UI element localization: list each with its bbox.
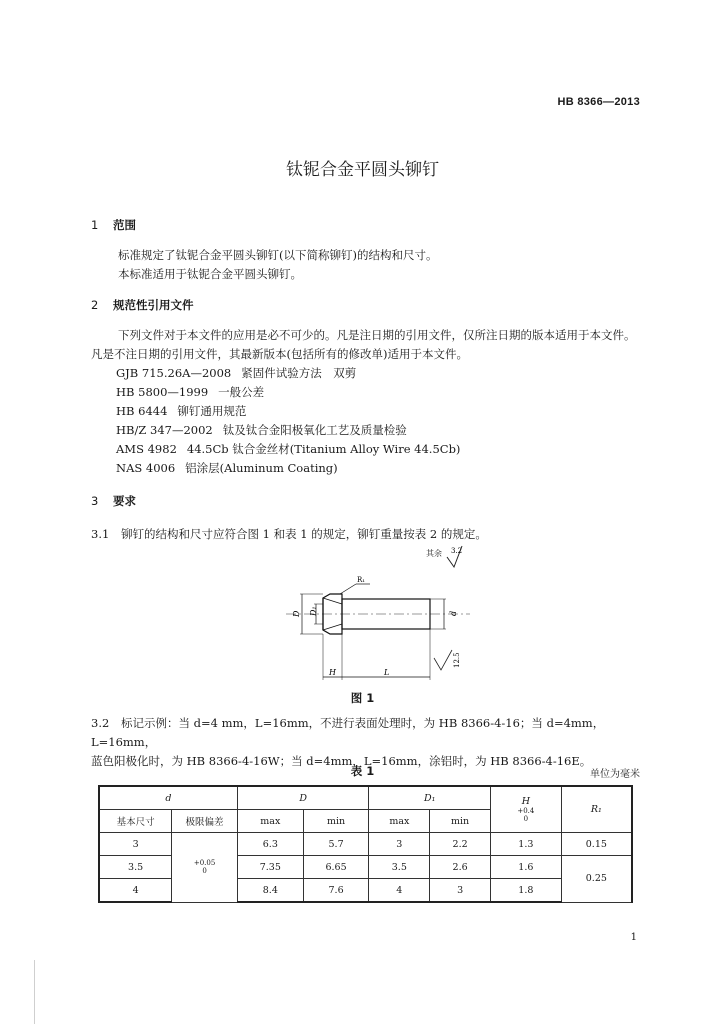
- dimensions-table: [98, 785, 633, 903]
- cell-H: 1.8: [490, 879, 561, 903]
- cell-D1-max: 3.5: [369, 856, 430, 879]
- figure-caption: 图 1: [350, 691, 375, 705]
- clause-3-1: [91, 525, 637, 544]
- cell-D-max: 6.3: [237, 833, 303, 856]
- section-2-intro: [91, 326, 637, 364]
- standard-number: HB 8366—2013: [557, 96, 640, 108]
- rivet-shank: [342, 599, 430, 629]
- section-1-paragraph-1: 标准规定了钛铌合金平圆头铆钉(以下简称铆钉)的结构和尺寸。: [118, 248, 438, 262]
- section-1-paragraph-2: 本标准适用于钛铌合金平圆头铆钉。: [118, 267, 302, 281]
- subheader-D1-min: min: [430, 810, 491, 833]
- subheader-D-max: max: [237, 810, 303, 833]
- reference-code: AMS 4982: [116, 442, 177, 456]
- roughness-note: [426, 548, 442, 559]
- roughness-symbol: [447, 546, 462, 567]
- header-H-tolerance: [517, 807, 534, 823]
- section-1-heading: [91, 217, 136, 233]
- cell-H: 1.6: [490, 856, 561, 879]
- subheader-D1-max: max: [369, 810, 430, 833]
- cell-d: 3.5: [99, 856, 172, 879]
- header-D: D: [237, 786, 369, 810]
- cell-R1: 0.15: [561, 833, 632, 856]
- reference-title: 一般公差: [218, 385, 265, 399]
- cell-D1-min: 3: [430, 879, 491, 903]
- section-3-heading: [91, 493, 136, 509]
- section-2-intro-text: 下列文件对于本文件的应用是必不可少的。凡是注日期的引用文件，仅所注日期的版本适用于本文件。凡是不注日期的引用文件，其最新版本(包括所有的修改单)适用于本文件。: [91, 328, 636, 361]
- reference-item: [116, 459, 460, 478]
- section-3-number: 3: [91, 494, 99, 508]
- clause-3-2-text-1: 标记示例：当 d=4 mm，L=16mm，不进行表面处理时，为 HB 8366-4-16；当 d=4mm，L=16mm，: [91, 716, 605, 749]
- header-H: [490, 786, 561, 833]
- roughness-value: 3.2: [451, 547, 463, 555]
- cell-D-max: 8.4: [237, 879, 303, 903]
- roughness-label: 其余: [426, 549, 442, 558]
- cell-D-min: 7.6: [303, 879, 369, 903]
- cell-d: 3: [99, 833, 172, 856]
- reference-list: [116, 364, 460, 478]
- reference-title: 铆钉通用规范: [177, 404, 247, 418]
- clause-3-1-text: 铆钉的结构和尺寸应符合图 1 和表 1 的规定，铆钉重量按表 2 的规定。: [121, 527, 487, 541]
- reference-title: 44.5Cb 钛合金丝材(Titanium Alloy Wire 44.5Cb): [186, 442, 461, 456]
- reference-item: [116, 421, 460, 440]
- d-tol-lower: 0: [202, 866, 207, 875]
- clause-3-2-line-1: [91, 714, 637, 752]
- cell-R1: 0.25: [561, 856, 632, 903]
- clause-3-2-number: 3.2: [91, 716, 110, 730]
- reference-code: HB 5800—1999: [116, 385, 209, 399]
- unit-note: 单位为毫米: [590, 769, 640, 780]
- section-1-body: [91, 246, 637, 284]
- h-tol-lower: 0: [523, 814, 529, 823]
- reference-code: GJB 715.26A—2008: [116, 366, 232, 380]
- clause-3-1-number: 3.1: [91, 527, 110, 541]
- table-caption: 表 1: [350, 764, 375, 778]
- h-tol-upper: +0.4: [517, 806, 535, 815]
- reference-item: [116, 402, 460, 421]
- dim-d-label: d: [449, 610, 458, 616]
- cell-D1-min: 2.6: [430, 856, 491, 879]
- reference-item: [116, 364, 460, 383]
- section-2-heading: [91, 297, 194, 313]
- end-roughness-value: 12.5: [453, 652, 461, 668]
- dim-H-label: H: [329, 668, 336, 677]
- subheader-D-min: min: [303, 810, 369, 833]
- reference-item: [116, 440, 460, 459]
- cell-D1-max: 4: [369, 879, 430, 903]
- cell-D-min: 5.7: [303, 833, 369, 856]
- page-number: 1: [630, 932, 637, 943]
- section-1-number: 1: [91, 218, 99, 232]
- rivet-head: [323, 594, 342, 634]
- dim-D1-label: D₁: [309, 606, 318, 616]
- cell-d-tolerance: [172, 833, 238, 903]
- subheader-nominal: 基本尺寸: [99, 810, 172, 833]
- reference-title: 铝涂层(Aluminum Coating): [185, 461, 338, 475]
- scan-margin-line: [34, 960, 35, 1024]
- cell-D1-min: 2.2: [430, 833, 491, 856]
- cell-d: 4: [99, 879, 172, 903]
- header-H-label: H: [521, 795, 530, 807]
- d-tolerance: [194, 859, 215, 875]
- reference-code: HB/Z 347—2002: [116, 423, 213, 437]
- d-tol-upper: +0.05: [193, 858, 216, 867]
- cell-H: 1.3: [490, 833, 561, 856]
- table-row: [99, 833, 632, 856]
- clause-3-2-line-2: 蓝色阳极化时，为 HB 8366-4-16W；当 d=4mm，L=16mm，涂铝时，为 HB 8366-4-16E。: [91, 754, 592, 768]
- header-d: d: [99, 786, 237, 810]
- dim-D-label: D: [292, 610, 301, 617]
- r1-label: R₁: [357, 576, 366, 584]
- reference-code: NAS 4006: [116, 461, 176, 475]
- reference-item: [116, 383, 460, 402]
- reference-title: 钛及钛合金阳极氧化工艺及质量检验: [222, 423, 407, 437]
- cell-D-min: 6.65: [303, 856, 369, 879]
- subheader-tolerance: 极限偏差: [172, 810, 238, 833]
- document-title: 钛铌合金平圆头铆钉: [286, 160, 439, 180]
- dim-L-label: L: [384, 668, 390, 677]
- table-header-row: [99, 786, 632, 810]
- section-2-title: 规范性引用文件: [113, 298, 194, 312]
- cell-D1-max: 3: [369, 833, 430, 856]
- reference-title: 紧固件试验方法 双剪: [241, 366, 357, 380]
- header-D1: D₁: [369, 786, 491, 810]
- section-1-title: 范围: [113, 218, 136, 232]
- cell-D-max: 7.35: [237, 856, 303, 879]
- header-R1: R₁: [561, 786, 632, 833]
- section-2-number: 2: [91, 298, 99, 312]
- section-3-title: 要求: [113, 494, 136, 508]
- reference-code: HB 6444: [116, 404, 168, 418]
